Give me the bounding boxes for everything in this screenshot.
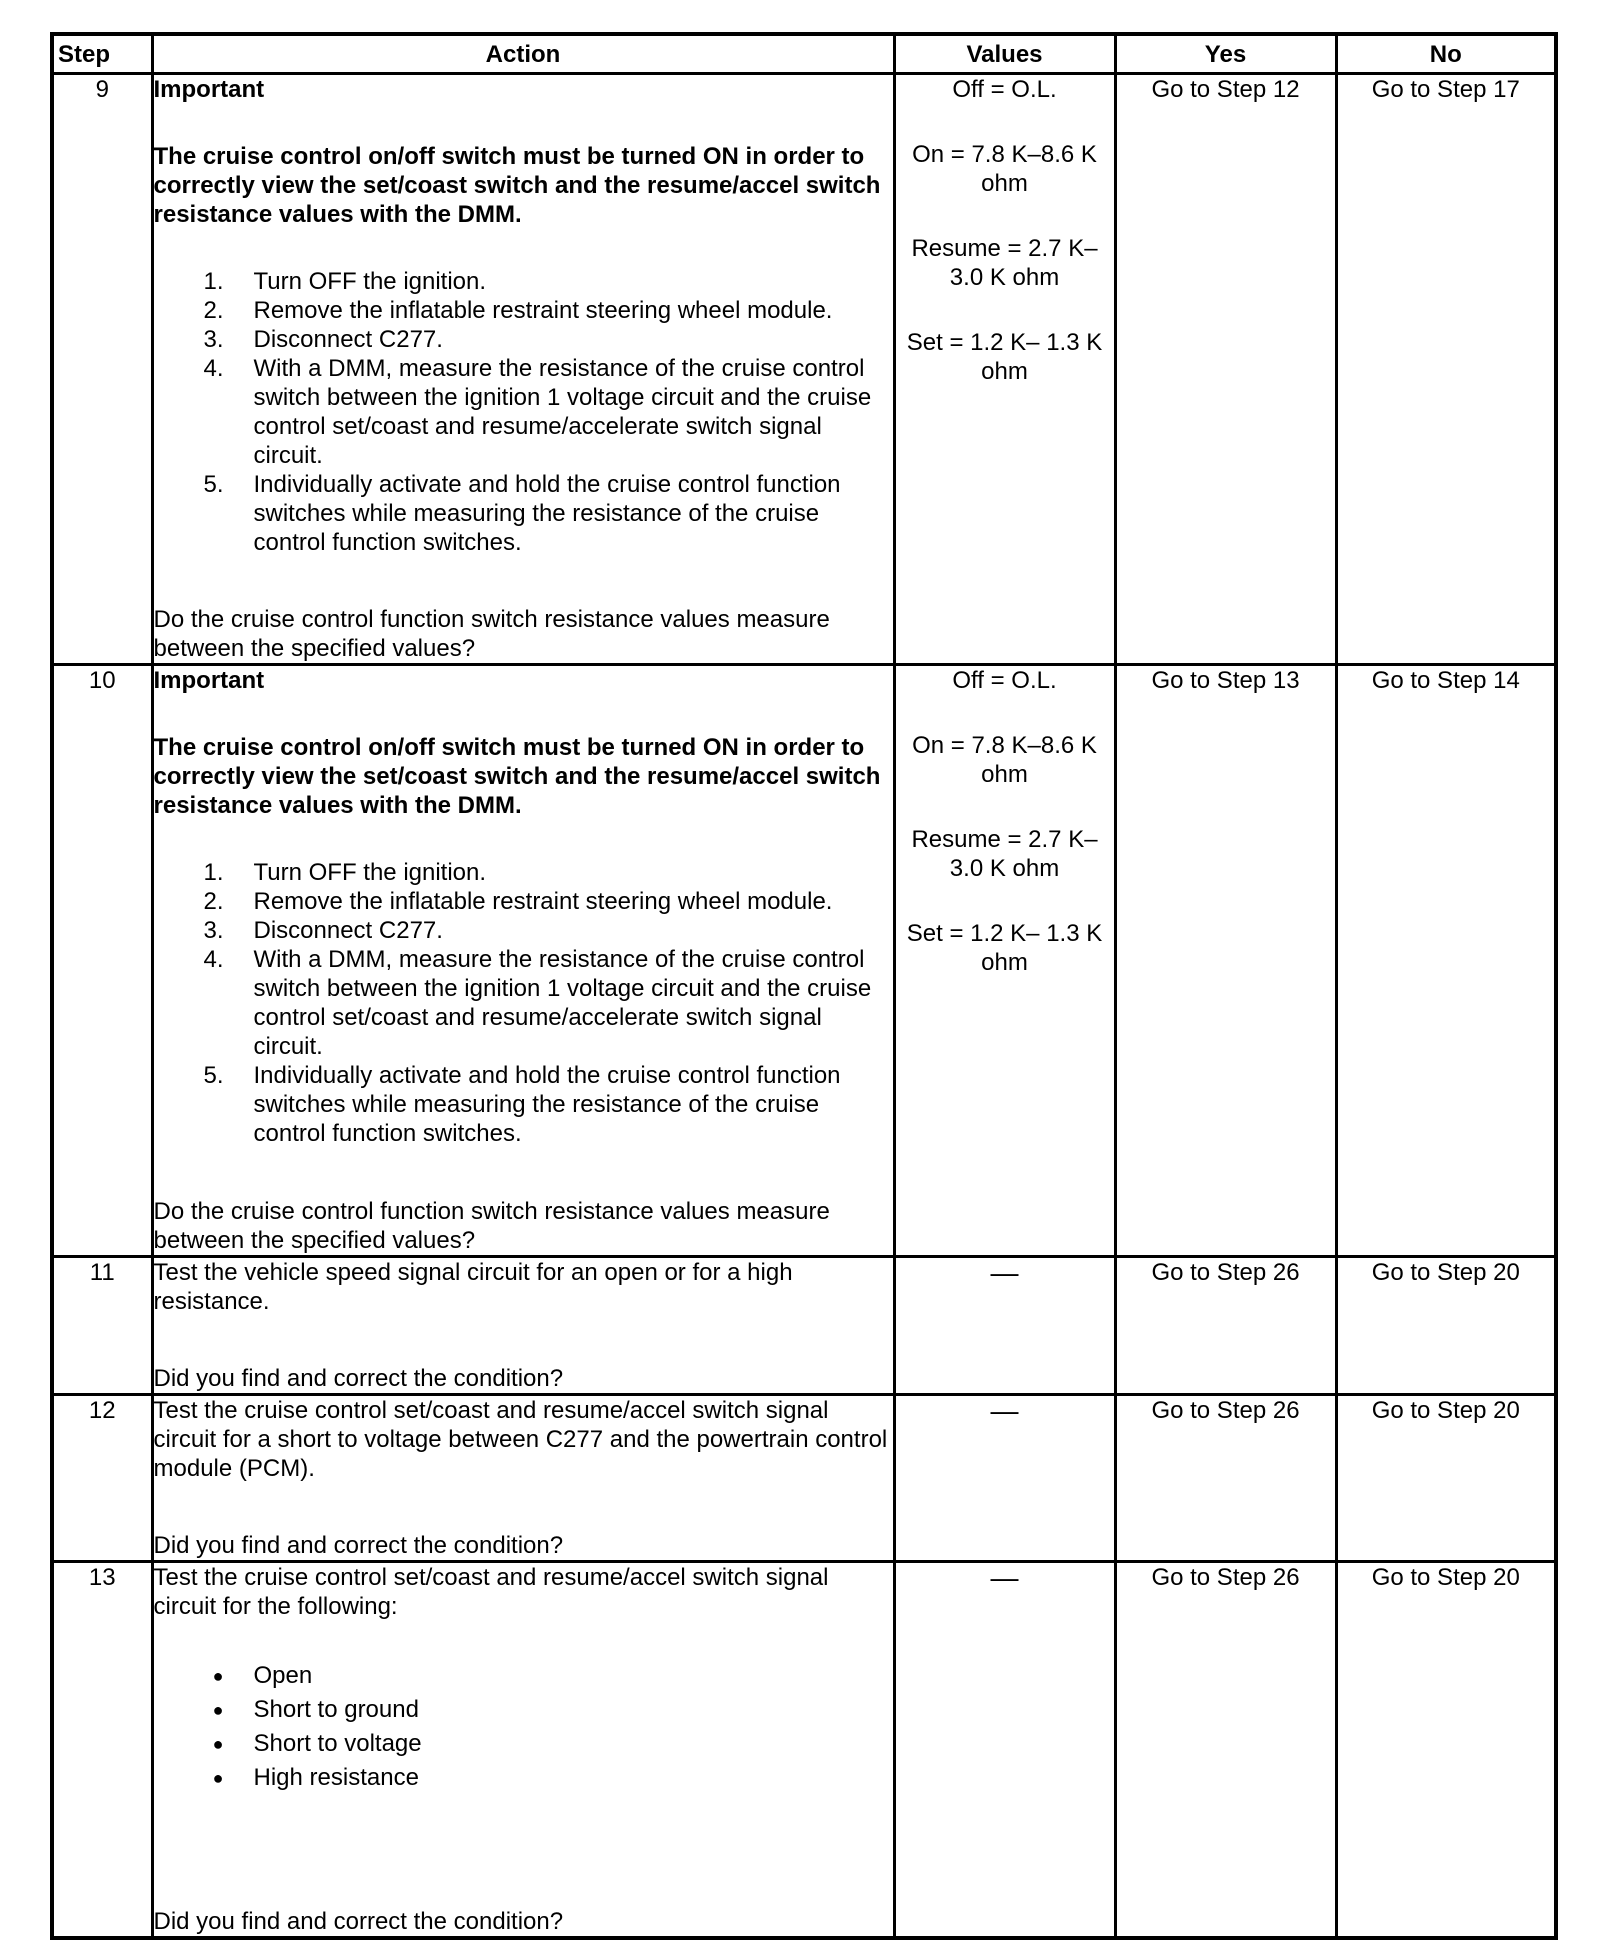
no-cell: Go to Step 20 [1336,1395,1556,1561]
action-text: Test the cruise control set/coast and resume/accel switch signal circuit for the following: [153,1563,829,1620]
yes-cell: Go to Step 26 [1115,1561,1336,1938]
list-item: 4. With a DMM, measure the resistance of the cruise control switch between the ignition 1 voltage circuit and the cruise control set/coast and resume/accelerate switch signal circuit. [203,355,872,469]
step-number: 11 [52,1256,152,1394]
table-row-step-12 [52,1395,1556,1561]
yes-cell: Go to Step 26 [1115,1395,1336,1561]
list-item: ● High resistance [212,1763,419,1791]
question-text: Did you find and correct the condition? [153,1365,564,1393]
important-note: The cruise control on/off switch must be turned ON in order to correctly view the set/coast switch and the resume/accel switch resistance values with the DMM. [153,143,881,228]
condition-list [154,1659,893,1795]
no-cell: Go to Step 14 [1336,665,1556,1256]
header-no: No [1336,34,1556,74]
action-cell [152,1395,894,1561]
list-item: 2. Remove the inflatable restraint steering wheel module. [203,888,833,916]
step-number: 10 [52,665,152,1256]
no-cell: Go to Step 20 [1336,1256,1556,1394]
question-text: Do the cruise control function switch resistance values measure between the specified values? [153,606,830,663]
no-cell: Go to Step 20 [1336,1561,1556,1938]
value-on: On = 7.8 K–8.6 K ohm [912,141,1097,197]
value-off: Off = O.L. [952,76,1057,103]
list-item: ● Open [212,1661,313,1689]
table-row-step-13 [52,1561,1556,1938]
action-text: Test the vehicle speed signal circuit for an open or for a high resistance. [153,1258,793,1315]
value-resume: Resume = 2.7 K–3.0 K ohm [911,235,1098,291]
step-number: 13 [52,1561,152,1938]
list-item: 5. Individually activate and hold the cruise control function switches while measuring the resistance of the cruise control function switches. [203,1062,841,1148]
list-item: 3. Disconnect C277. [203,326,443,353]
diagnostic-table [50,32,1558,1940]
header-yes: Yes [1115,34,1336,74]
question-text: Do the cruise control function switch resistance values measure between the specified values? [153,1197,830,1254]
values-cell [894,1256,1115,1394]
header-values: Values [894,34,1115,74]
table-row-step-11 [52,1256,1556,1394]
yes-cell: Go to Step 13 [1115,665,1336,1256]
action-cell [152,1561,894,1938]
list-item: 5. Individually activate and hold the cruise control function switches while measuring the resistance of the cruise control function switches. [203,471,841,556]
value-dash: — [990,1395,1019,1427]
list-item: 1. Turn OFF the ignition. [203,859,487,887]
action-cell [152,74,894,665]
value-set: Set = 1.2 K– 1.3 K ohm [906,920,1103,977]
header-action: Action [152,34,894,74]
values-cell [894,665,1115,1256]
list-item: ● Short to voltage [212,1729,422,1757]
header-row [52,34,1556,74]
yes-cell: Go to Step 26 [1115,1256,1336,1394]
important-note: The cruise control on/off switch must be turned ON in order to correctly view the set/coast switch and the resume/accel switch resistance values with the DMM. [153,734,881,820]
list-item: 3. Disconnect C277. [203,917,443,945]
values-cell [894,74,1115,665]
value-dash: — [990,1561,1019,1593]
important-label: Important [153,667,265,695]
procedure-list [154,858,893,1148]
no-cell: Go to Step 17 [1336,74,1556,665]
value-dash: — [990,1256,1019,1288]
important-label: Important [153,76,265,103]
step-number: 9 [52,74,152,665]
step-number: 12 [52,1395,152,1561]
value-set: Set = 1.2 K– 1.3 K ohm [906,329,1103,385]
question-text: Did you find and correct the condition? [153,1531,564,1559]
value-resume: Resume = 2.7 K–3.0 K ohm [911,826,1098,883]
value-off: Off = O.L. [952,667,1057,695]
list-item: ● Short to ground [212,1695,419,1723]
yes-cell: Go to Step 12 [1115,74,1336,665]
action-cell [152,1256,894,1394]
action-text: Test the cruise control set/coast and resume/accel switch signal circuit for a short to voltage between C277 and the powertrain control module (PCM). [153,1397,888,1483]
values-cell [894,1395,1115,1561]
list-item: 2. Remove the inflatable restraint steering wheel module. [203,297,833,324]
table-row-step-10 [52,665,1556,1256]
question-text: Did you find and correct the condition? [153,1908,564,1935]
header-step: Step [52,34,152,74]
value-on: On = 7.8 K–8.6 K ohm [912,732,1097,789]
procedure-list [154,267,893,557]
list-item: 1. Turn OFF the ignition. [203,268,487,295]
values-cell [894,1561,1115,1938]
action-cell [152,665,894,1256]
list-item: 4. With a DMM, measure the resistance of the cruise control switch between the ignition 1 voltage circuit and the cruise control set/coast and resume/accelerate switch signal circuit. [203,946,872,1061]
table-row-step-9 [52,74,1556,665]
